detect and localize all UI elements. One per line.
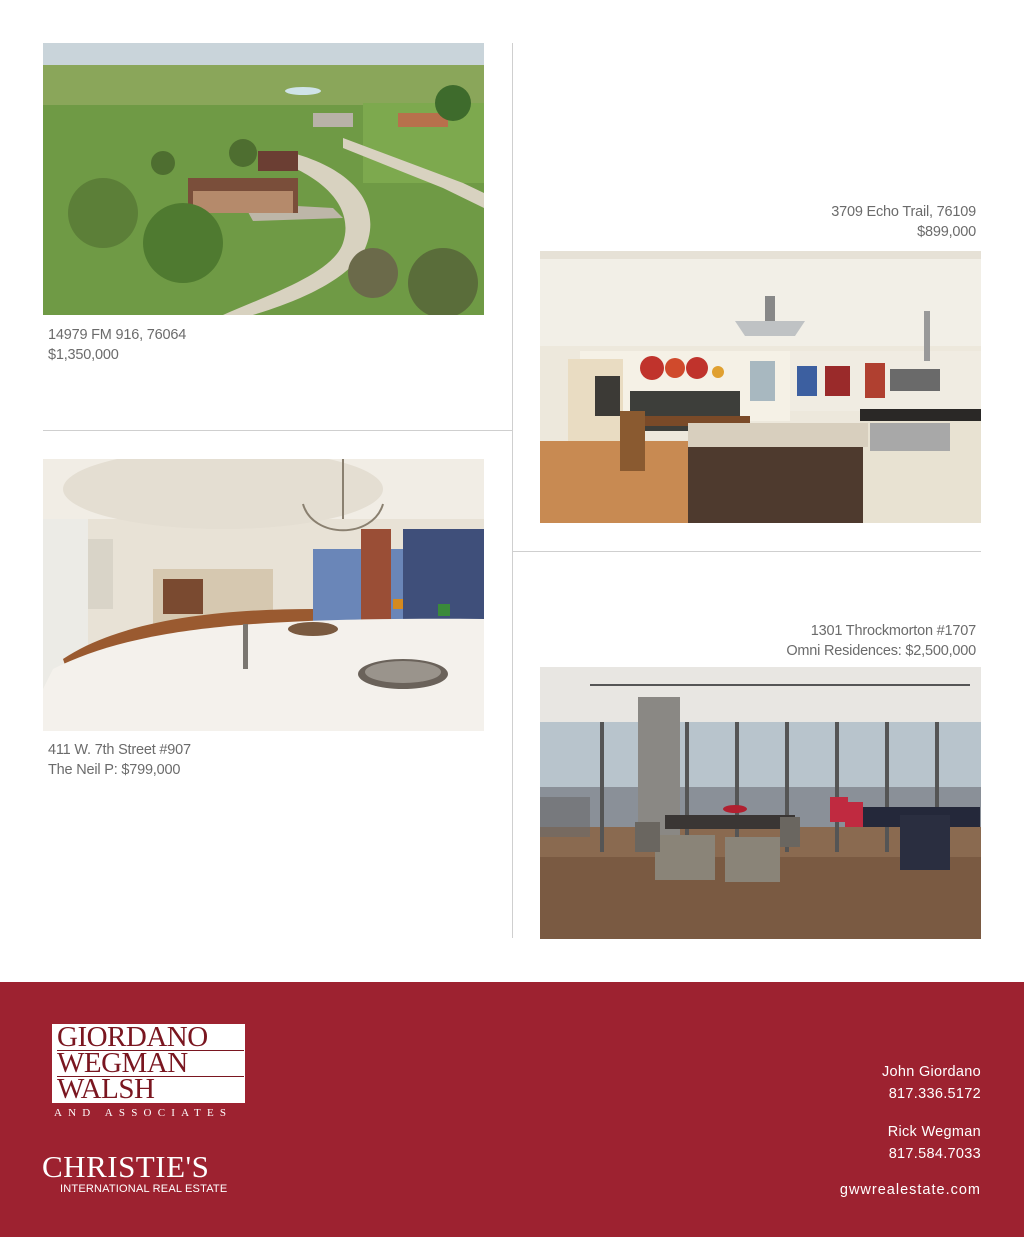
column-divider (512, 43, 513, 938)
website-link[interactable]: gwwrealestate.com (839, 1182, 981, 1198)
contact-1-name: John Giordano (881, 1064, 981, 1080)
logo-associates: AND ASSOCIATES (54, 1107, 233, 1119)
christies-sub: INTERNATIONAL REAL ESTATE (60, 1183, 228, 1195)
listing-3-price: The Neil P: $799,000 (48, 762, 181, 778)
listing-1-price: $1,350,000 (48, 347, 119, 363)
loft-kitchen-photo (43, 459, 484, 731)
listing-3-address: 411 W. 7th Street #907 (48, 742, 191, 758)
listing-2-price: $899,000 (917, 224, 976, 240)
left-row-divider (43, 430, 512, 431)
listing-1-address: 14979 FM 916, 76064 (48, 327, 187, 343)
listing-4-address: 1301 Throckmorton #1707 (810, 623, 976, 639)
kitchen-photo (540, 251, 981, 523)
listing-2-caption (831, 202, 976, 242)
ranch-aerial-photo (43, 43, 484, 315)
contact-2-name: Rick Wegman (887, 1124, 981, 1140)
logo-line-3: WALSH (57, 1073, 155, 1105)
gww-logo-box (52, 1021, 245, 1105)
contact-1-phone[interactable]: 817.336.5172 (888, 1086, 981, 1102)
right-row-divider (512, 551, 981, 552)
listing-3-caption (48, 740, 191, 780)
logo-line-2: WEGMAN (57, 1051, 244, 1077)
listing-4-price: Omni Residences: $2,500,000 (786, 643, 976, 659)
listing-4-caption (786, 621, 976, 661)
contact-2-phone[interactable]: 817.584.7033 (888, 1146, 981, 1162)
logo-line-1: GIORDANO (57, 1025, 244, 1051)
highrise-dining-photo (540, 667, 981, 939)
christies-logo (42, 1149, 228, 1195)
listing-1-caption (48, 325, 186, 365)
listing-2-address: 3709 Echo Trail, 76109 (831, 204, 976, 220)
contact-block (840, 1061, 981, 1201)
christies-name: CHRISTIE'S (42, 1149, 210, 1184)
footer-band (0, 982, 1024, 1237)
gww-logo (52, 1021, 245, 1119)
